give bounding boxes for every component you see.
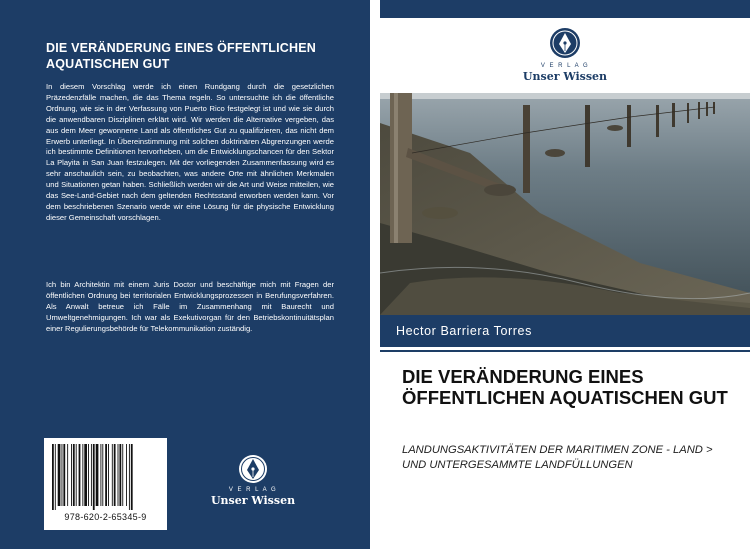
front-subtitle: LANDUNGSAKTIVITÄTEN DER MARITIMEN ZONE - LAND > UND UNTERGESAMMTE LANDFÜLLUNGEN — [402, 444, 713, 471]
publisher-name: Unser Wissen — [210, 494, 296, 507]
barcode — [50, 444, 161, 510]
publisher-logo — [210, 452, 296, 512]
publisher-label-top: V E R L A G — [540, 63, 590, 69]
front-cover — [380, 0, 750, 549]
isbn: 978-620-2-65345-9 — [64, 512, 147, 522]
publisher-logo — [520, 26, 610, 86]
front-top-bar — [380, 0, 750, 18]
author-name: Hector Barriera Torres — [396, 324, 532, 338]
divider-rule — [380, 350, 750, 352]
barcode-label — [44, 438, 167, 530]
back-description: In diesem Vorschlag werde ich einen Rundgang durch die gesetzlichen Präzedenzfälle machen, die das Thema regeln. So untersuchte ich die öffentliche Ordnung, wie sie in der Verfassung von Puerto Rico festgelegt ist und wie sie durch die anwendbaren Disziplinen erklärt wird. Wir werden die Alternative vergeben, das aus dem Meer gewonnene Land als öffentliches Gut zu qualifizieren, das nicht dem Erwerb unterliegt. In Übereinstimmung mit solchen doktrinären Abgrenzungen werde ich bestimmte Definitionen hervorheben, um die Entwicklungschancen für den Sektor La Playita in San Juan festzulegen. Mit der vorliegenden Zusammenfassung wird es sehr anschaulich sein, zu beobachten, was andere Orte mit ähnlichen Merkmalen und Situationen getan haben. Schließlich werden wir die Art und Weise mitteilen, wie das See-Land-Gebiet nach dem geltenden Rechtsstand erworben werden kann. Vor dem beschriebenen Szenario werde wir eine Lösung für die physische Entwicklung dieser Gemeinschaft vorschlagen. — [46, 82, 334, 222]
publisher-name: Unser Wissen — [522, 70, 608, 83]
front-title: DIE VERÄNDERUNG EINES ÖFFENTLICHEN AQUATISCHEN GUT — [402, 366, 728, 408]
back-cover — [0, 0, 370, 549]
publisher-label-top: V E R L A G — [228, 487, 278, 493]
back-title: DIE VERÄNDERUNG EINES ÖFFENTLICHEN AQUATISCHEN GUT — [46, 41, 317, 71]
author-bar — [380, 315, 750, 347]
spine — [370, 0, 380, 549]
author-bio: Ich bin Architektin mit einem Juris Doctor und beschäftige mich mit Fragen der öffentlichen Ordnung bei territorialen Entwicklungsprozessen in Berufungsverfahren. Als Anwalt betreue ich Fälle im Zusammenhang mit Baurecht und Umweltgenehmigungen. Ich war als Exekutivorgan für den Betriebskontinuitätsplan einer Regulierungsbehörde für Telekommunikation zuständig. — [46, 280, 334, 333]
cover-photo — [380, 93, 750, 315]
